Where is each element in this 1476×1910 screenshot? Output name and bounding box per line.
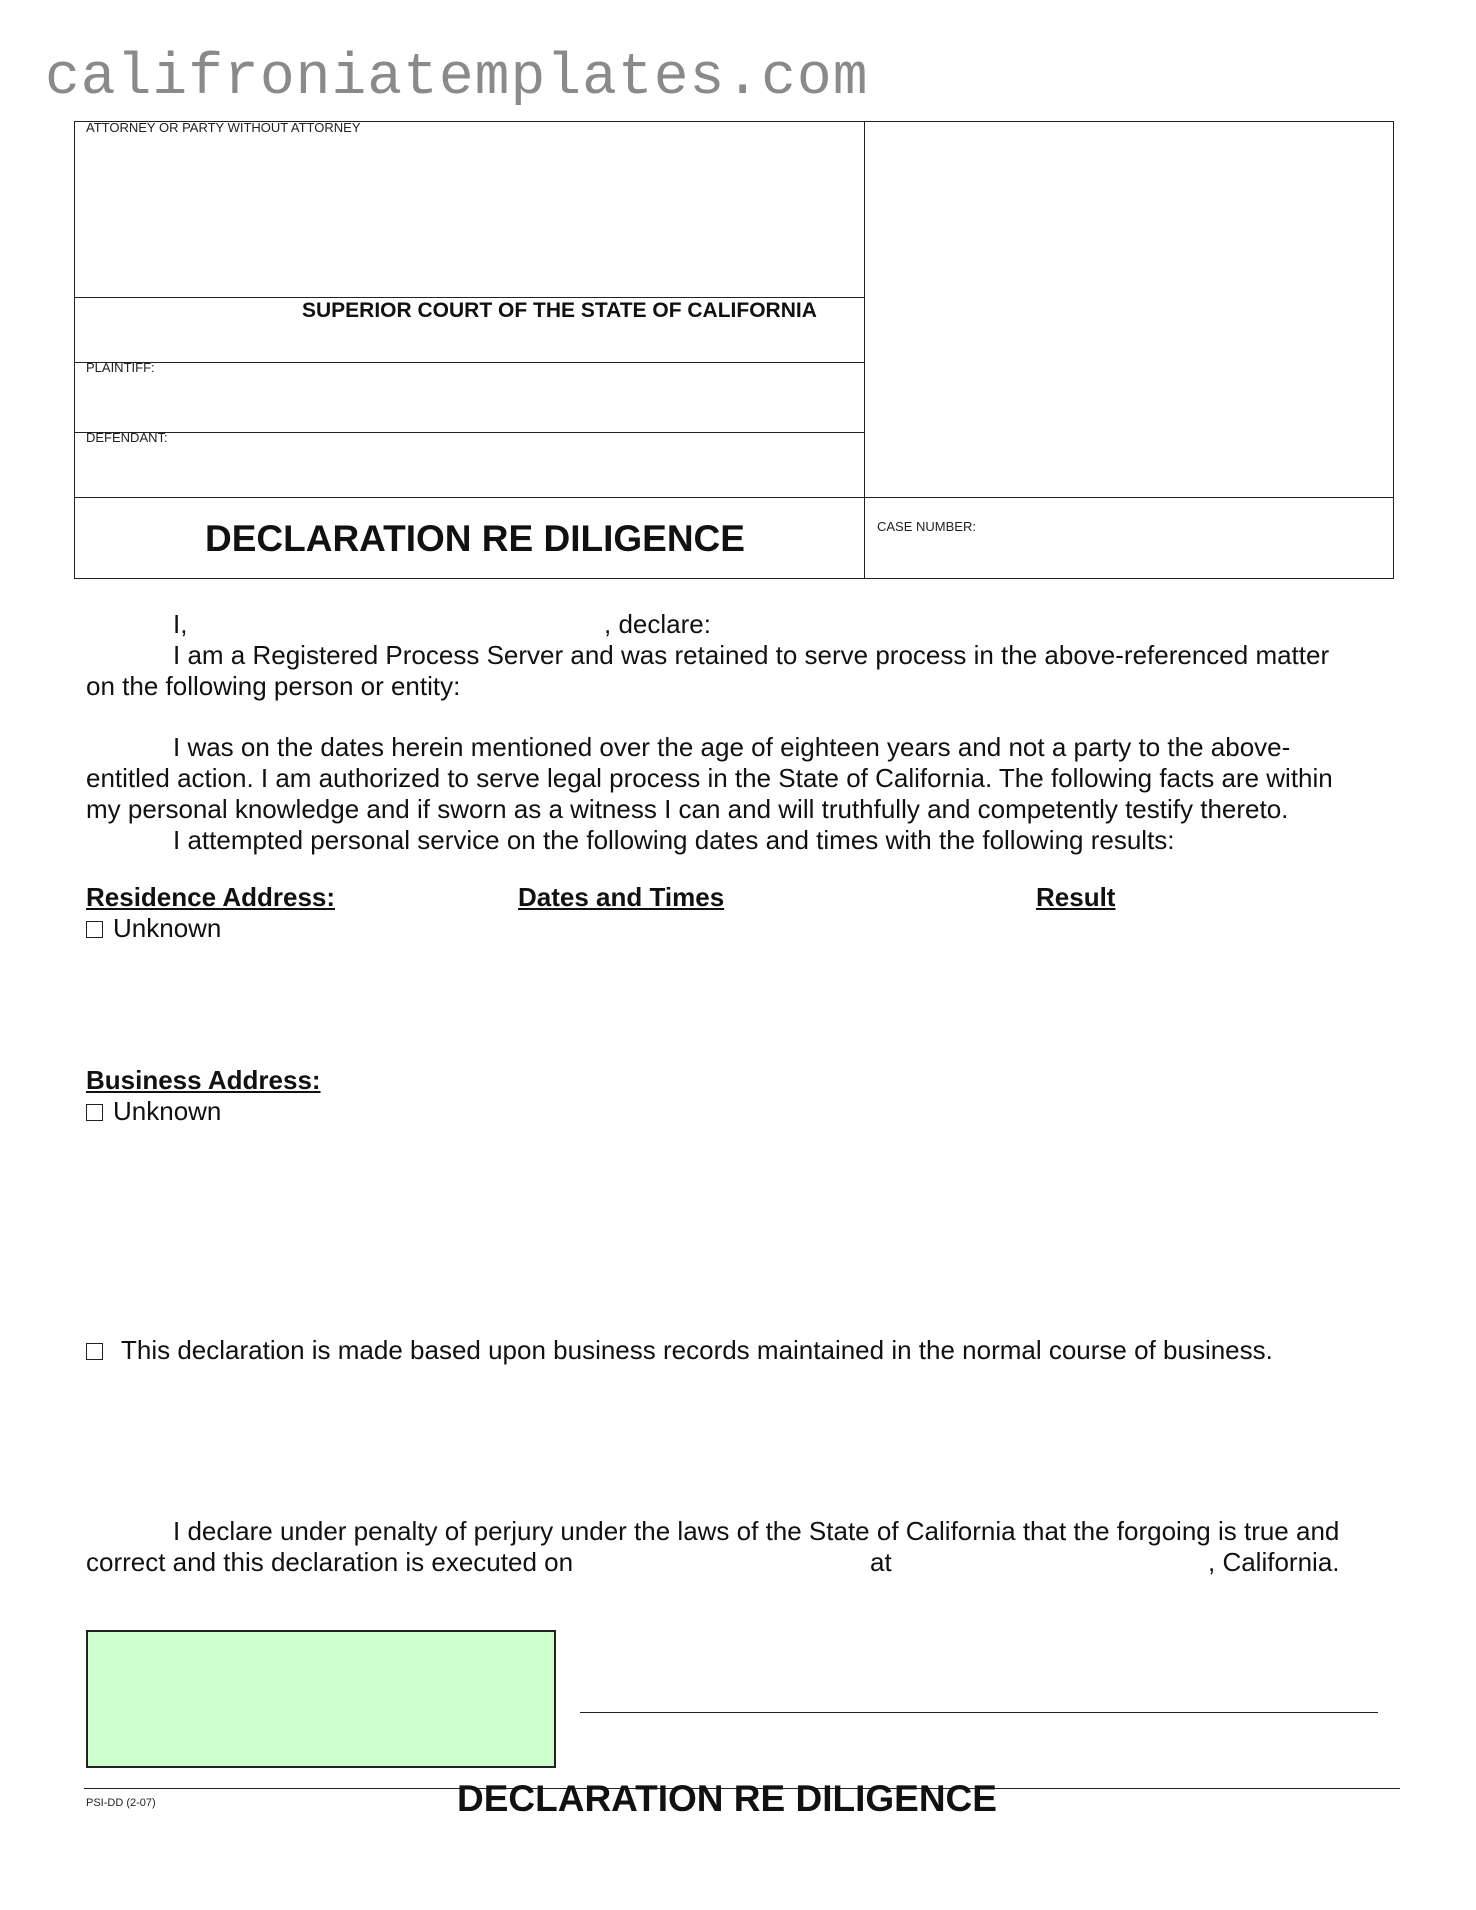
paragraph-2-line-2: entitled action. I am authorized to serve legal process in the State of California. The following facts are within — [86, 763, 1333, 793]
dates-and-times-header: Dates and Times — [518, 882, 725, 912]
court-filing-stamp-area[interactable] — [870, 126, 1388, 492]
perjury-line-2-prefix: correct and this declaration is executed on — [86, 1547, 574, 1577]
attorney-field[interactable] — [80, 140, 858, 290]
business-unknown-checkbox[interactable] — [86, 1104, 103, 1121]
declarant-name-field[interactable] — [195, 609, 595, 639]
plaintiff-bottom-border — [74, 432, 864, 433]
residence-unknown-option[interactable] — [86, 913, 221, 944]
result-header: Result — [1036, 882, 1116, 912]
residence-address-header: Residence Address: — [86, 882, 336, 912]
paragraph-1-line-2: on the following person or entity: — [86, 671, 461, 701]
caption-left-border — [74, 121, 75, 579]
declare-suffix: , declare: — [604, 609, 711, 639]
caption-bottom-border — [74, 578, 1394, 579]
business-unknown-label: Unknown — [113, 1096, 222, 1126]
server-info-box[interactable] — [86, 1630, 556, 1768]
attorney-label: ATTORNEY OR PARTY WITHOUT ATTORNEY — [86, 120, 361, 135]
case-number-field[interactable] — [876, 540, 1386, 572]
court-bottom-border — [74, 362, 864, 363]
declarant-prefix: I, — [173, 609, 188, 639]
form-code: PSI-DD (2-07) — [86, 1797, 156, 1809]
footer-title: DECLARATION RE DILIGENCE — [457, 1778, 997, 1819]
title-top-border — [74, 497, 1394, 498]
paragraph-2-line-3: my personal knowledge and if sworn as a witness I can and will truthfully and competently testify thereto. — [86, 794, 1289, 824]
form-title: DECLARATION RE DILIGENCE — [205, 518, 745, 559]
business-unknown-option[interactable] — [86, 1096, 221, 1127]
california-suffix: , California. — [1208, 1547, 1340, 1577]
signature-line[interactable] — [580, 1712, 1378, 1713]
paragraph-3: I attempted personal service on the following dates and times with the following results: — [173, 825, 1175, 855]
business-records-statement: This declaration is made based upon business records maintained in the normal course of business. — [121, 1335, 1273, 1365]
court-name: SUPERIOR COURT OF THE STATE OF CALIFORNIA — [302, 299, 817, 322]
residence-unknown-label: Unknown — [113, 913, 222, 943]
business-address-header: Business Address: — [86, 1065, 321, 1095]
residence-unknown-checkbox[interactable] — [86, 921, 103, 938]
attorney-bottom-border — [74, 297, 864, 298]
plaintiff-label: PLAINTIFF: — [86, 360, 155, 375]
execution-city-field[interactable] — [905, 1547, 1205, 1577]
business-records-option[interactable] — [86, 1335, 1273, 1366]
watermark-text: califroniatemplates.com — [45, 46, 869, 111]
plaintiff-field[interactable] — [80, 378, 858, 428]
caption-right-border — [1393, 121, 1394, 579]
paragraph-2-line-1: I was on the dates herein mentioned over the age of eighteen years and not a party to the above- — [173, 732, 1291, 762]
case-number-label: CASE NUMBER: — [877, 519, 976, 534]
defendant-label: DEFENDANT: — [86, 430, 168, 445]
caption-center-divider — [864, 121, 865, 579]
execution-date-field[interactable] — [590, 1547, 860, 1577]
defendant-field[interactable] — [80, 448, 858, 493]
business-records-checkbox[interactable] — [86, 1343, 103, 1360]
perjury-line-1: I declare under penalty of perjury under the laws of the State of California that the forgoing is true and — [173, 1516, 1340, 1546]
paragraph-1-line-1: I am a Registered Process Server and was retained to serve process in the above-referenced matter — [173, 640, 1330, 670]
at-word: at — [870, 1547, 892, 1577]
